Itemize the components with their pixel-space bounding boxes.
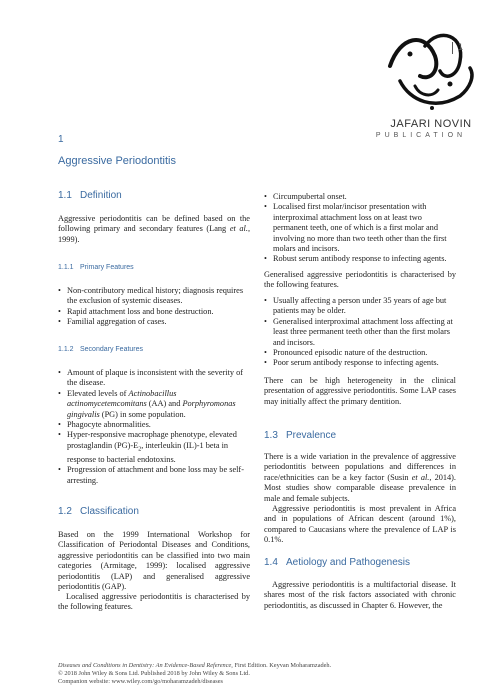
footer-line-1: Diseases and Conditions in Dentistry: An Evidence-Based Reference, First Edition. Keyvan Moharamzadeh.: [58, 662, 332, 669]
list-item: • Progression of attachment and bone loss may be self-arresting.: [58, 465, 250, 486]
publisher-subtitle: PUBLICATION: [375, 132, 467, 139]
list-item: • Rapid attachment loss and bone destruction.: [58, 307, 250, 317]
classification-paragraph-2: Localised aggressive periodontitis is characterised by the following features.: [58, 592, 250, 612]
section-heading-aetiology: 1.4 Aetiology and Pathogenesis: [264, 557, 410, 568]
list-item: • Non-contributory medical history; diagnosis requires the exclusion of systemic diseases.: [58, 286, 250, 307]
section-heading-definition: 1.1 Definition: [58, 190, 122, 201]
footer-line-3: Companion website: www.wiley.com/go/moharamzadeh/diseases: [58, 678, 223, 685]
lap-features-list: [264, 192, 456, 265]
prevalence-paragraph-2: Aggressive periodontitis is most prevalent in Africa and in populations of African descent (around 1%), compared to Caucasians where the prevalence of LAP is 0.1%.: [264, 504, 456, 545]
definition-paragraph: Aggressive periodontitis can be defined based on the following primary and secondary features (Lang et al., 1999).: [58, 214, 251, 244]
heterogeneity-paragraph: There can be high heterogeneity in the clinical presentation of aggressive periodontitis. Some LAP cases may initially affect the primary dentition.: [264, 376, 456, 406]
list-item: • Robust serum antibody response to infecting agents.: [264, 254, 456, 264]
chapter-number: 1: [58, 134, 64, 145]
list-item: • Elevated levels of Actinobacillus actinomycetemcomitans (AA) and Porphyromonas gingivalis (PG) in some population.: [58, 389, 250, 420]
publisher-name: JAFARI NOVIN: [390, 118, 472, 130]
gap-features-list: [264, 296, 456, 369]
secondary-features-list: [58, 368, 250, 486]
list-item: • Pronounced episodic nature of the destruction.: [264, 348, 456, 358]
page-number: 1: [458, 42, 464, 52]
book-title: Diseases and Conditions in Dentistry: An Evidence-Based Reference,: [58, 662, 233, 669]
subsection-heading-primary: 1.1.1 Primary Features: [58, 264, 134, 271]
list-item: • Poor serum antibody response to infecting agents.: [264, 358, 456, 368]
list-item: • Usually affecting a person under 35 years of age but patients may be older.: [264, 296, 456, 317]
section-heading-classification: 1.2 Classification: [58, 506, 139, 517]
aetiology-paragraph: Aggressive periodontitis is a multifactorial disease. It shares most of the risk factors associated with chronic periodontitis, as discussed in Chapter 6. However, the: [264, 580, 456, 610]
list-item: • Phagocyte abnormalities.: [58, 420, 250, 430]
list-item: • Circumpubertal onset.: [264, 192, 456, 202]
list-item: • Localised first molar/incisor presentation with interproximal attachment loss on at least two permanent teeth, one of which is a first molar and involving no more than two teeth other than the first molars and incisors.: [264, 202, 456, 254]
prevalence-paragraph-1: There is a wide variation in the prevalence of aggressive periodontitis between populations and differences in race/ethnicities can be a key factor (Susin et al., 2014). Most studies show comparable disease prevalence in male and female subjects.: [264, 452, 456, 503]
primary-features-list: [58, 286, 250, 328]
section-heading-prevalence: 1.3 Prevalence: [264, 430, 337, 441]
list-item: • Generalised interproximal attachment loss affecting at least three permanent teeth other than the first molars and incisors.: [264, 317, 456, 348]
gap-intro-paragraph: Generalised aggressive periodontitis is characterised by the following features.: [264, 270, 456, 290]
list-item: • Familial aggregation of cases.: [58, 317, 250, 327]
list-item: • Amount of plaque is inconsistent with the severity of the disease.: [58, 368, 250, 389]
chapter-title: Aggressive Periodontitis: [58, 155, 177, 167]
classification-paragraph-1: Based on the 1999 International Workshop for Classification of Periodontal Diseases and Conditions, aggressive periodontitis can be classified into two main categories (Armitage, 1999): localised aggressive periodontitis (LAP) and generalised aggressive periodontitis (GAP).: [58, 530, 250, 592]
list-item: • Hyper-responsive macrophage phenotype, elevated prostaglandin $(PG)-E_2$, interleukin (IL)-1 beta in response to bacterial endotoxins.: [58, 430, 250, 465]
subsection-heading-secondary: 1.1.2 Secondary Features: [58, 346, 144, 353]
footer: [58, 662, 331, 686]
footer-line-2: © 2018 John Wiley & Sons Ltd. Published 2018 by John Wiley & Sons Ltd.: [58, 670, 250, 677]
